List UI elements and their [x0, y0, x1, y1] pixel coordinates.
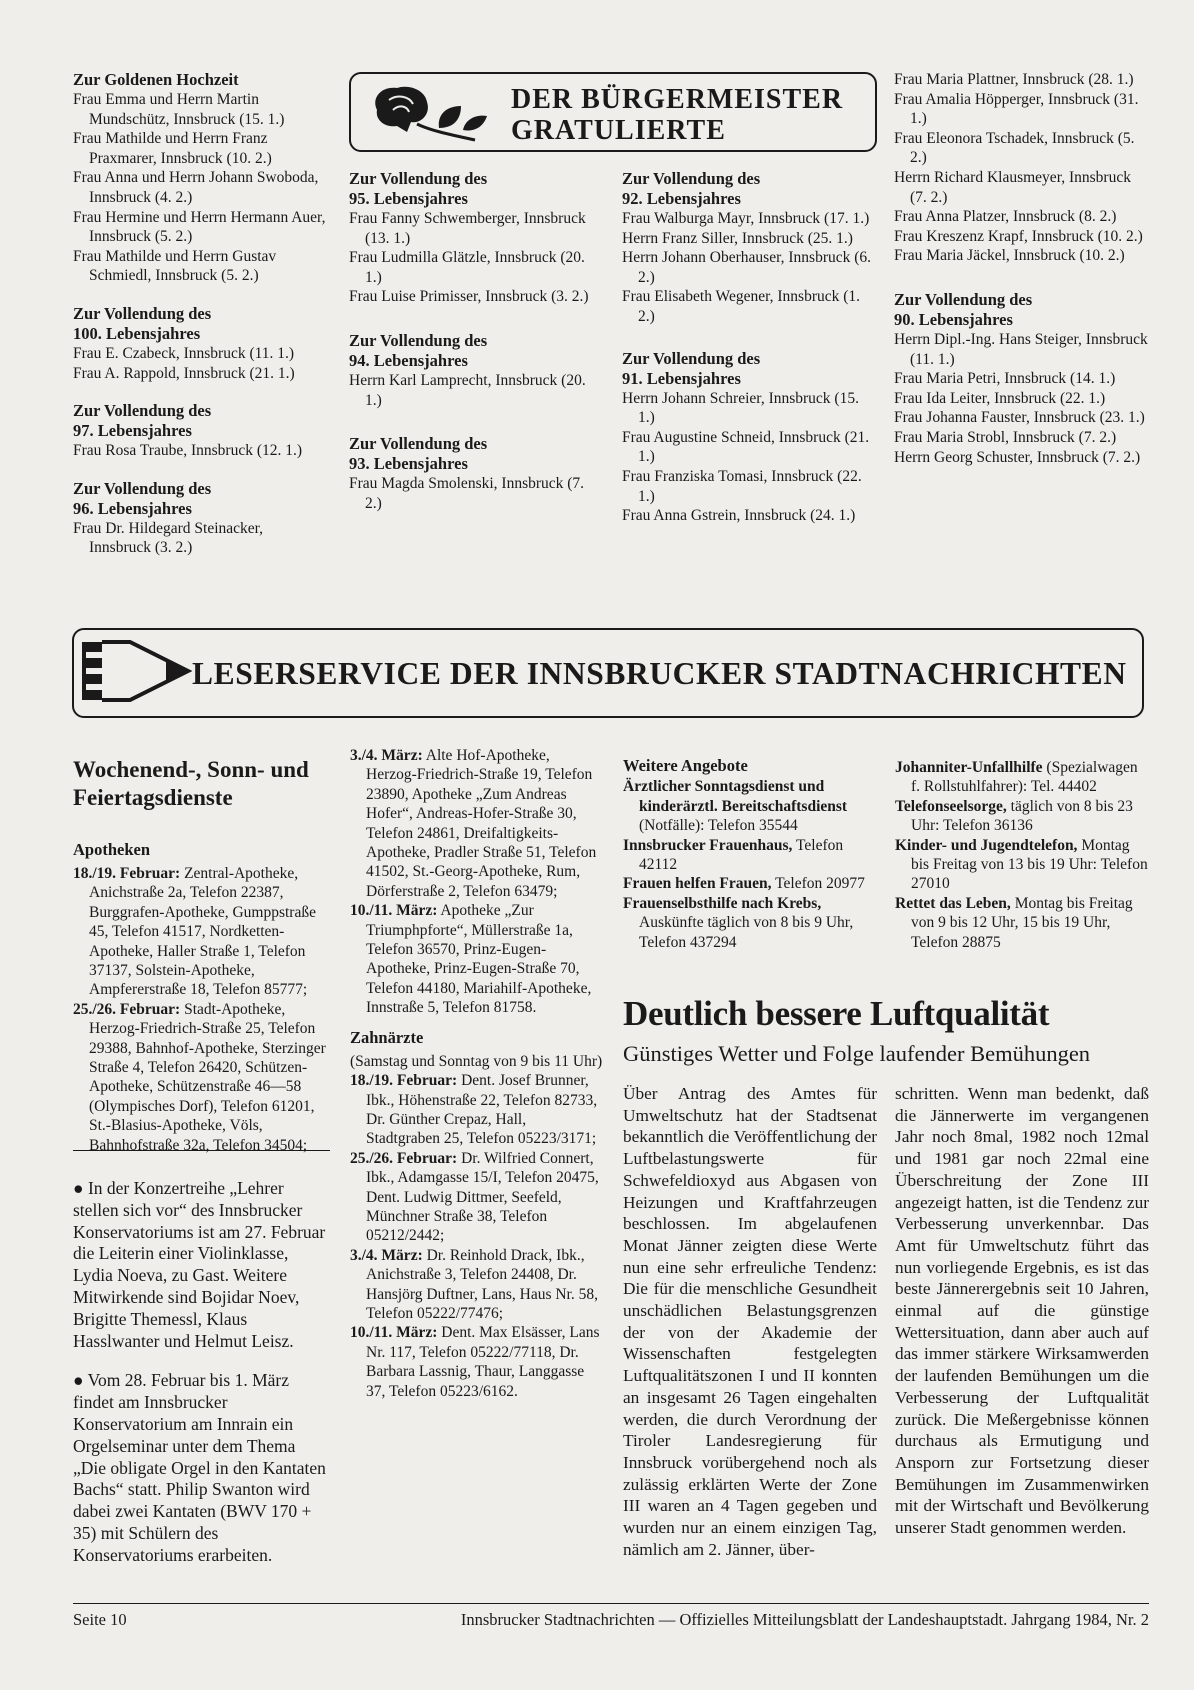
- entry-text: Telefon 20977: [771, 875, 865, 893]
- gratulation-column-2: [349, 169, 603, 513]
- weitere-heading: Weitere Angebote: [623, 756, 748, 775]
- heading-91: Zur Vollendung des: [622, 348, 761, 368]
- section-title: Wochenend-, Sonn- und Feiertagsdienste: [73, 757, 309, 810]
- entry-text: Dr. Wilfried Connert, Ibk., Adamgasse 15/I, Telefon 20475, Dent. Ludwig Dittmer, Seefeld, Münchner Straße 38, Telefon 05212/2442;: [366, 1149, 599, 1245]
- zahnarzt-entry: [350, 1246, 604, 1324]
- news-items: [73, 1178, 330, 1567]
- entry-text: Dr. Reinhold Drack, Ibk., Anichstraße 3, Telefon 24408, Dr. Hansjörg Duftner, Lans, Haus Nr. 58, Telefon 05222/77476;: [366, 1246, 598, 1322]
- entry-date: 3./4. März:: [350, 1246, 423, 1264]
- banner-title-line2: GRATULIERTE: [511, 115, 726, 146]
- list-item: Frau A. Rappold, Innsbruck (21. 1.): [73, 364, 295, 382]
- zahnaerzte-hours: (Samstag und Sonntag von 9 bis 11 Uhr): [350, 1052, 603, 1070]
- gratulation-column-3: [622, 169, 876, 526]
- banner-title: [511, 84, 843, 146]
- apotheken-heading: Apotheken: [73, 840, 151, 859]
- list-item: Frau Eleonora Tschadek, Innsbruck (5. 2.): [894, 129, 1135, 167]
- entry-name: Frauen helfen Frauen,: [623, 875, 772, 893]
- list-item: Frau Hermine und Herrn Hermann Auer, Innsbruck (5. 2.): [73, 208, 326, 246]
- list-item: Frau Emma und Herrn Martin Mundschütz, Innsbruck (15. 1.): [73, 91, 285, 128]
- service-entry: [623, 777, 877, 835]
- list-item: Frau Mathilde und Herrn Franz Praxmarer, Innsbruck (10. 2.): [73, 130, 272, 167]
- article-headline: Deutlich bessere Luftqualität: [623, 994, 1050, 1033]
- zahnarzt-entry: [350, 1323, 604, 1401]
- list-item: Frau Anna und Herrn Johann Swoboda, Innsbruck (4. 2.): [73, 169, 319, 206]
- banner-title-line1: DER BÜRGERMEISTER: [511, 84, 844, 115]
- entry-text: Stadt-Apotheke, Herzog-Friedrich-Straße 25, Telefon 29388, Bahnhof-Apotheke, Sterzinger Straße 4, Telefon 26420, Schützen-Apotheke, Schützenstraße 46—58 (Olympisches Dorf), Telefon 61201, St.-Blasius-Apotheke, Völs, Bahnhofstraße 32a, Telefon 34504;: [89, 1000, 326, 1154]
- heading-90-years: 90. Lebensjahres: [894, 309, 1013, 329]
- heading-100: Zur Vollendung des: [73, 303, 212, 323]
- apotheke-entry: [73, 1000, 330, 1155]
- list-item: Frau Mathilde und Herrn Gustav Schmiedl, Innsbruck (5. 2.): [73, 247, 277, 285]
- list-item: Herrn Karl Lamprecht, Innsbruck (20. 1.): [349, 371, 586, 409]
- gratulation-banner: [349, 72, 877, 152]
- dienste-column-1: [73, 756, 330, 1155]
- banner-title: LESERSERVICE DER INNSBRUCKER STADTNACHRICHTEN: [192, 656, 1127, 691]
- list-item: Frau Luise Primisser, Innsbruck (3. 2.): [349, 288, 589, 306]
- zahnaerzte-heading: Zahnärzte: [350, 1027, 424, 1047]
- service-entry: [895, 894, 1149, 952]
- gratulation-column-4: [894, 70, 1148, 467]
- zahnarzt-entry: [350, 1149, 604, 1246]
- heading-91-years: 91. Lebensjahres: [622, 368, 741, 388]
- list-item: Frau Ludmilla Glätzle, Innsbruck (20. 1.): [349, 249, 585, 286]
- entry-text: täglich von 8 bis 23 Uhr: Telefon 36136: [911, 797, 1133, 835]
- news-text: Vom 28. Februar bis 1. März findet am Innsbrucker Konservatorium am Innrain ein Orgelseminar unter dem Thema „Die obligate Orgel in den Kantaten Bachs“ statt. Philip Swanton wird dabei zwei Kantaten (BWV 170 + 35) mit Schülern des Konservatoriums erarbeiten.: [73, 1370, 326, 1565]
- list-item: Frau Ida Leiter, Innsbruck (22. 1.): [894, 389, 1106, 407]
- entry-text: (Notfälle): Telefon 35544: [639, 817, 798, 835]
- entry-text: (Spezialwagen f. Rollstuhlfahrer): Tel. 44402: [911, 759, 1138, 796]
- list-item: Frau Augustine Schneid, Innsbruck (21. 1.): [622, 428, 870, 466]
- list-item: Frau Dr. Hildegard Steinacker, Innsbruck (3. 2.): [73, 519, 264, 557]
- list-item: Frau Fanny Schwemberger, Innsbruck (13. 1.): [349, 210, 586, 247]
- heading-97-years: 97. Lebensjahres: [73, 421, 192, 441]
- heading-94: Zur Vollendung des: [349, 330, 488, 350]
- list-item: Frau Elisabeth Wegener, Innsbruck (1. 2.): [622, 288, 861, 325]
- entry-text: Telefon 42112: [639, 836, 844, 874]
- leserservice-banner: [72, 628, 1144, 718]
- list-item: Frau Maria Plattner, Innsbruck (28. 1.): [894, 71, 1134, 88]
- heading-96: Zur Vollendung des: [73, 478, 212, 498]
- entry-text: Alte Hof-Apotheke, Herzog-Friedrich-Straße 19, Telefon 23890, Apotheke „Zum Andreas Hofer“, Andreas-Hofer-Straße 30, Telefon 24861, Dreifaltigkeits-Apotheke, Pradler Straße 51, Telefon 41502, St.-Georg-Apotheke, Rum, Dörferstraße 2, Telefon 63479;: [366, 747, 597, 900]
- entry-text: Montag bis Freitag von 9 bis 12 Uhr, 15 bis 19 Uhr, Telefon 28875: [911, 894, 1133, 951]
- entry-text: Montag bis Freitag von 13 bis 19 Uhr: Telefon 27010: [911, 836, 1148, 893]
- article-column-2: schritten. Wenn man bedenkt, daß die Jännerwerte im vergangenen Jahr noch 8mal, 1982 noch 12mal und 1981 gar noch 22mal eine Überschreitung der Zone III angezeigt hatten, ist die Tendenz zur Verbesserung unverkennbar. Das Amt für Umweltschutz führt das nun vorliegende Ergebnis, es ist das beste Jännerergebnis seit 10 Jahren, einmal auf die günstige Wettersituation, dann aber auch auf das immer stärkere Wirksamwerden der laufenden Bemühungen um die Verbesserung der Luftqualität zurück. Die Meßergebnisse können durchaus als Ermutigung und Ansporn zur Fortsetzung dieser Bemühungen im Zusammenwirken mit der Wirtschaft und Bevölkerung unserer Stadt genommen werden.: [895, 1084, 1149, 1538]
- news-item: [73, 1370, 330, 1566]
- service-entry: [895, 797, 1149, 836]
- publication-info: Innsbrucker Stadtnachrichten — Offizielles Mitteilungsblatt der Landeshauptstadt. Jahrgang 1984, Nr. 2: [460, 1610, 1149, 1629]
- rose-icon: [367, 80, 495, 144]
- entry-name: Johanniter-Unfallhilfe: [895, 759, 1043, 776]
- entry-text: Dent. Josef Brunner, Ibk., Höhenstraße 22, Telefon 82733, Dr. Günther Crepaz, Hall, Stadtgraben 25, Telefon 05223/3171;: [366, 1072, 598, 1148]
- apotheke-entry: [350, 901, 604, 1017]
- list-item: Herrn Franz Siller, Innsbruck (25. 1.): [622, 229, 853, 247]
- entry-name: Telefonseelsorge,: [895, 797, 1007, 815]
- gratulation-column-1: [73, 70, 328, 558]
- list-item: Frau Maria Strobl, Innsbruck (7. 2.): [894, 428, 1117, 446]
- list-item: Herrn Johann Schreier, Innsbruck (15. 1.): [622, 389, 859, 427]
- pencil-arrow-icon: [80, 640, 192, 704]
- heading-93: Zur Vollendung des: [349, 434, 488, 454]
- list-item: Frau Walburga Mayr, Innsbruck (17. 1.): [622, 210, 870, 227]
- list-item: Frau E. Czabeck, Innsbruck (11. 1.): [73, 344, 295, 362]
- heading-95-years: 95. Lebensjahres: [349, 189, 468, 208]
- divider: [73, 1150, 330, 1151]
- heading-100-years: 100. Lebensjahres: [73, 323, 201, 343]
- entry-name: Rettet das Leben,: [895, 894, 1011, 912]
- entry-name: Kinder- und Jugendtelefon,: [895, 836, 1078, 854]
- heading-90: Zur Vollendung des: [894, 289, 1033, 309]
- heading-92: Zur Vollendung des: [622, 169, 761, 188]
- list-item: Frau Magda Smolenski, Innsbruck (7. 2.): [349, 475, 585, 512]
- entry-name: Ärztlicher Sonntagsdienst und kinderärztl. Bereitschaftsdienst: [623, 778, 848, 815]
- list-item: Herrn Dipl.-Ing. Hans Steiger, Innsbruck (11. 1.): [894, 330, 1148, 368]
- list-item: Frau Anna Gstrein, Innsbruck (24. 1.): [622, 507, 856, 525]
- heading-97: Zur Vollendung des: [73, 401, 212, 421]
- list-item: Frau Maria Petri, Innsbruck (14. 1.): [894, 370, 1116, 388]
- page-number: Seite 10: [73, 1610, 127, 1629]
- bullet-icon: ●: [73, 1178, 88, 1198]
- heading-93-years: 93. Lebensjahres: [349, 454, 468, 474]
- list-item: Frau Anna Platzer, Innsbruck (8. 2.): [894, 208, 1117, 226]
- list-item: Frau Johanna Fauster, Innsbruck (23. 1.): [894, 409, 1145, 427]
- entry-date: 3./4. März:: [350, 747, 423, 764]
- list-item: Herrn Georg Schuster, Innsbruck (7. 2.): [894, 448, 1141, 466]
- list-item: Frau Franziska Tomasi, Innsbruck (22. 1.): [622, 467, 862, 505]
- entry-text: Apotheke „Zur Triumphpforte“, Müllerstraße 1a, Telefon 36570, Prinz-Eugen-Apotheke, Prinz-Eugen-Straße 70, Telefon 44180, Mariahilf-Apotheke, Innstraße 5, Telefon 81758.: [366, 902, 592, 1017]
- heading-96-years: 96. Lebensjahres: [73, 498, 192, 518]
- heading-goldene-hochzeit: Zur Goldenen Hochzeit: [73, 70, 239, 89]
- heading-94-years: 94. Lebensjahres: [349, 350, 468, 370]
- entry-name: Innsbrucker Frauenhaus,: [623, 836, 793, 854]
- article-column-1: Über Antrag des Amtes für Umweltschutz hat der Stadtsenat bekanntlich die Veröffentlichung der Luftbelastungswerte für Schwefeldioxyd aus Abgasen von Heizungen und Kraftfahrzeugen beschlossen. Im abgelaufenen Monat Jänner zeigten diese Werte nun eine sehr erfreuliche Tendenz: Die für die menschliche Gesundheit unschädlichen Belastungsgrenzen der von der Akademie der Wissenschaften festgelegten Luftqualitätszonen I und II konnten an insgesamt 26 Tagen eingehalten werden, die durch Verordnung der Tiroler Landesregierung für Innsbruck vorübergehend noch als zulässig erklärten Werte der Zone III waren an 4 Tagen gegeben und wurden nur an einem einzigen Tag, nämlich am 2. Jänner, über-: [623, 1084, 877, 1559]
- heading-95: Zur Vollendung des: [349, 169, 488, 188]
- service-entry: [895, 758, 1149, 797]
- entry-date: 25./26. Februar:: [350, 1149, 458, 1167]
- entry-name: Frauenselbsthilfe nach Krebs,: [623, 894, 822, 912]
- apotheke-entry: [73, 864, 330, 1000]
- article-subheadline: Günstiges Wetter und Folge laufender Bemühungen: [623, 1041, 1091, 1066]
- entry-text: Zentral-Apotheke, Anichstraße 2a, Telefon 22387, Burggrafen-Apotheke, Gumppstraße 45, Telefon 41517, Nordketten-Apotheke, Haller Straße 1, Telefon 37137, Solstein-Apotheke, Ampfererstraße 18, Telefon 85777;: [89, 865, 316, 999]
- service-entry: [623, 874, 877, 893]
- entry-date: 10./11. März:: [350, 902, 438, 920]
- footer-rule: [73, 1603, 1149, 1604]
- list-item: Frau Amalia Höpperger, Innsbruck (31. 1.): [894, 90, 1139, 128]
- service-entry: [623, 836, 877, 875]
- news-item: [73, 1178, 330, 1352]
- news-text: In der Konzertreihe „Lehrer stellen sich vor“ des Innsbrucker Konservatoriums ist am 27. Februar die Leiterin einer Violinklasse, Lydia Noeva, zu Gast. Weitere Mitwirkende sind Bojidar Noev, Brigitte Themessl, Klaus Hasslwanter und Helmut Leisz.: [73, 1178, 326, 1351]
- heading-92-years: 92. Lebensjahres: [622, 189, 741, 208]
- entry-date: 25./26. Februar:: [73, 1000, 181, 1018]
- list-item: Frau Rosa Traube, Innsbruck (12. 1.): [73, 442, 303, 460]
- weitere-angebote-2: [895, 758, 1149, 952]
- bullet-icon: ●: [73, 1370, 88, 1391]
- entry-date: 18./19. Februar:: [350, 1072, 458, 1090]
- list-item: Herrn Johann Oberhauser, Innsbruck (6. 2.): [622, 249, 872, 286]
- service-entry: [895, 836, 1149, 894]
- apotheke-entry: [350, 746, 604, 901]
- list-item: Herrn Richard Klausmeyer, Innsbruck (7. 2.): [894, 168, 1131, 206]
- list-item: Frau Maria Jäckel, Innsbruck (10. 2.): [894, 247, 1125, 265]
- service-entry: [623, 894, 877, 952]
- entry-text: Dent. Max Elsässer, Lans Nr. 117, Telefon 05222/77118, Dr. Barbara Lassnig, Thaur, Langgasse 37, Telefon 05223/6162.: [366, 1324, 600, 1400]
- entry-date: 10./11. März:: [350, 1324, 438, 1342]
- entry-date: 18./19. Februar:: [73, 865, 181, 882]
- list-item: Frau Kreszenz Krapf, Innsbruck (10. 2.): [894, 227, 1143, 245]
- zahnarzt-entry: [350, 1071, 604, 1149]
- entry-text: Auskünfte täglich von 8 bis 9 Uhr, Telefon 437294: [639, 914, 854, 951]
- dienste-column-2: [350, 746, 604, 1401]
- weitere-angebote: [623, 756, 877, 952]
